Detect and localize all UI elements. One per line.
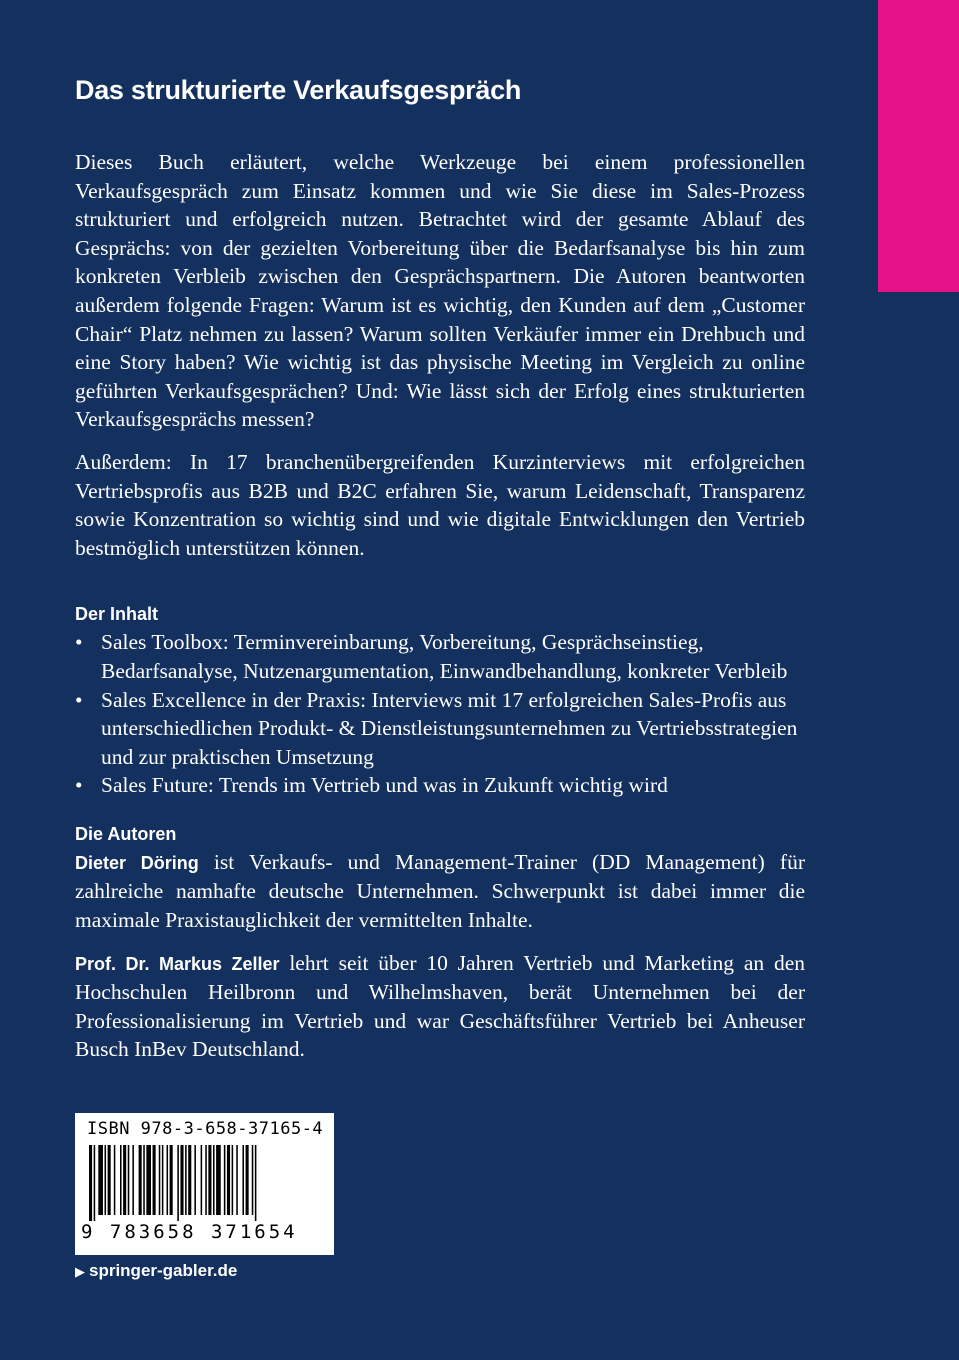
barcode-bar (232, 1145, 234, 1215)
barcode-bar (123, 1145, 126, 1215)
publisher-website[interactable] (75, 1261, 237, 1281)
barcode-bar (180, 1145, 183, 1215)
accent-bar (878, 0, 959, 292)
isbn-barcode (75, 1113, 334, 1255)
author-name: Dieter Döring (75, 852, 199, 873)
barcode-bar (146, 1145, 151, 1215)
barcode-bar (213, 1145, 215, 1215)
isbn-label: ISBN 978-3-658-37165-4 (87, 1119, 324, 1139)
barcode-bar (153, 1145, 156, 1215)
list-item: • Sales Excellence in der Praxis: Interviews mit 17 erfolgreichen Sales-Profis aus unterschiedlichen Produkt- & Dienstleistungsunternehmen zu Vertriebsstrategien und zur praktischen Umsetzung (75, 686, 805, 772)
barcode-bar (162, 1145, 164, 1215)
author-bio (75, 949, 805, 1064)
barcode-bar (159, 1145, 161, 1215)
barcode-bar (188, 1145, 191, 1215)
barcode-bar (108, 1145, 111, 1215)
intro-paragraph-2: Außerdem: In 17 branchenübergreifenden Kurzinterviews mit erfolgreichen Vertriebsprofis aus B2B und B2C erfahren Sie, warum Leidenschaft, Transparenz sowie Konzentration so wichtig sind und wie digitale Entwicklungen den Vertrieb bestmöglich unterstützen können. (75, 449, 805, 560)
author-bio-text: lehrt seit über 10 Jahren Vertrieb und Marketing an den Hochschulen Heilbronn und Wilhelmshaven, berät Unternehmen bei der Professionalisierung im Vertrieb und war Geschäftsführer Vertrieb bei Anheuser Busch InBev Deutschland. (75, 950, 805, 1062)
barcode-digits: 9 783658 371654 (81, 1221, 298, 1243)
barcode-bar (132, 1145, 134, 1215)
author-bio (75, 848, 805, 935)
barcode-bar (120, 1145, 122, 1215)
barcode-bar (246, 1145, 249, 1215)
website-link[interactable]: springer-gabler.de (89, 1261, 238, 1280)
authors-heading: Die Autoren (75, 823, 177, 844)
barcode-bar (201, 1145, 203, 1215)
arrow-right-icon: ▶ (75, 1264, 85, 1279)
barcode-bar (252, 1145, 254, 1215)
intro-paragraph: Dieses Buch erläutert, welche Werkzeuge bei einem professionellen Verkaufsgespräch zum Einsatz kommen und wie Sie diese im Sales-Prozess strukturiert und erfolgreich nutzen. Betrachtet wird der gesamte Ablauf des Gesprächs: von der gezielten Vorbereitung über die Bedarfsanalyse bis hin zum konkreten Verbleib zwischen den Gesprächspartnern. Die Autoren beantworten außerdem folgende Fragen: Warum ist es wichtig, den Kunden auf dem „Customer Chair“ Platz nehmen zu lassen? Warum sollten Verkäufer immer ein Drehbuch und eine Story haben? Wie wichtig ist das physische Meeting im Vergleich zu online geführten Verkaufsgesprächen? Und: Wie lässt sich der Erfolg eines strukturierten Verkaufsgesprächs messen? (75, 150, 805, 432)
barcode-bar (94, 1145, 96, 1221)
barcode-bar (177, 1145, 179, 1221)
barcode-bar (205, 1145, 207, 1215)
book-title: Das strukturierte Verkaufsgespräch (75, 75, 522, 105)
barcode-bar (242, 1145, 244, 1215)
barcode-bar (208, 1145, 211, 1215)
author-name: Prof. Dr. Markus Zeller (75, 953, 280, 974)
barcode-bar (170, 1145, 173, 1215)
contents-heading: Der Inhalt (75, 604, 159, 625)
barcode-bar (105, 1145, 107, 1215)
barcode-bar (194, 1145, 196, 1215)
barcode-bar (139, 1145, 142, 1215)
barcode-bar (98, 1145, 103, 1215)
barcode-bars (89, 1145, 319, 1221)
barcode-bar (255, 1145, 257, 1221)
barcode-bar (128, 1145, 130, 1215)
barcode-bar (114, 1145, 116, 1215)
list-item: • Sales Toolbox: Terminvereinbarung, Vorbereitung, Gesprächseinstieg, Bedarfsanalyse, Nutzenargumentation, Einwandbehandlung, konkreter Verbleib (75, 628, 805, 685)
barcode-bar (236, 1145, 238, 1215)
barcode-bar (227, 1145, 230, 1215)
barcode-bar (143, 1145, 145, 1215)
barcode-bar (89, 1145, 92, 1221)
barcode-bar (167, 1145, 169, 1215)
barcode-bar (216, 1145, 221, 1215)
barcode-bar (224, 1145, 226, 1215)
back-cover-content (75, 72, 805, 1078)
barcode-bar (185, 1145, 187, 1215)
list-item: • Sales Future: Trends im Vertrieb und was in Zukunft wichtig wird (75, 771, 805, 800)
contents-list (75, 628, 805, 800)
author-bio-text: ist Verkaufs- und Management-Trainer (DD Management) für zahlreiche namhafte deutsche Unternehmen. Schwerpunkt ist dabei immer die maximale Praxistauglichkeit der vermittelten Inhalte. (75, 849, 805, 933)
